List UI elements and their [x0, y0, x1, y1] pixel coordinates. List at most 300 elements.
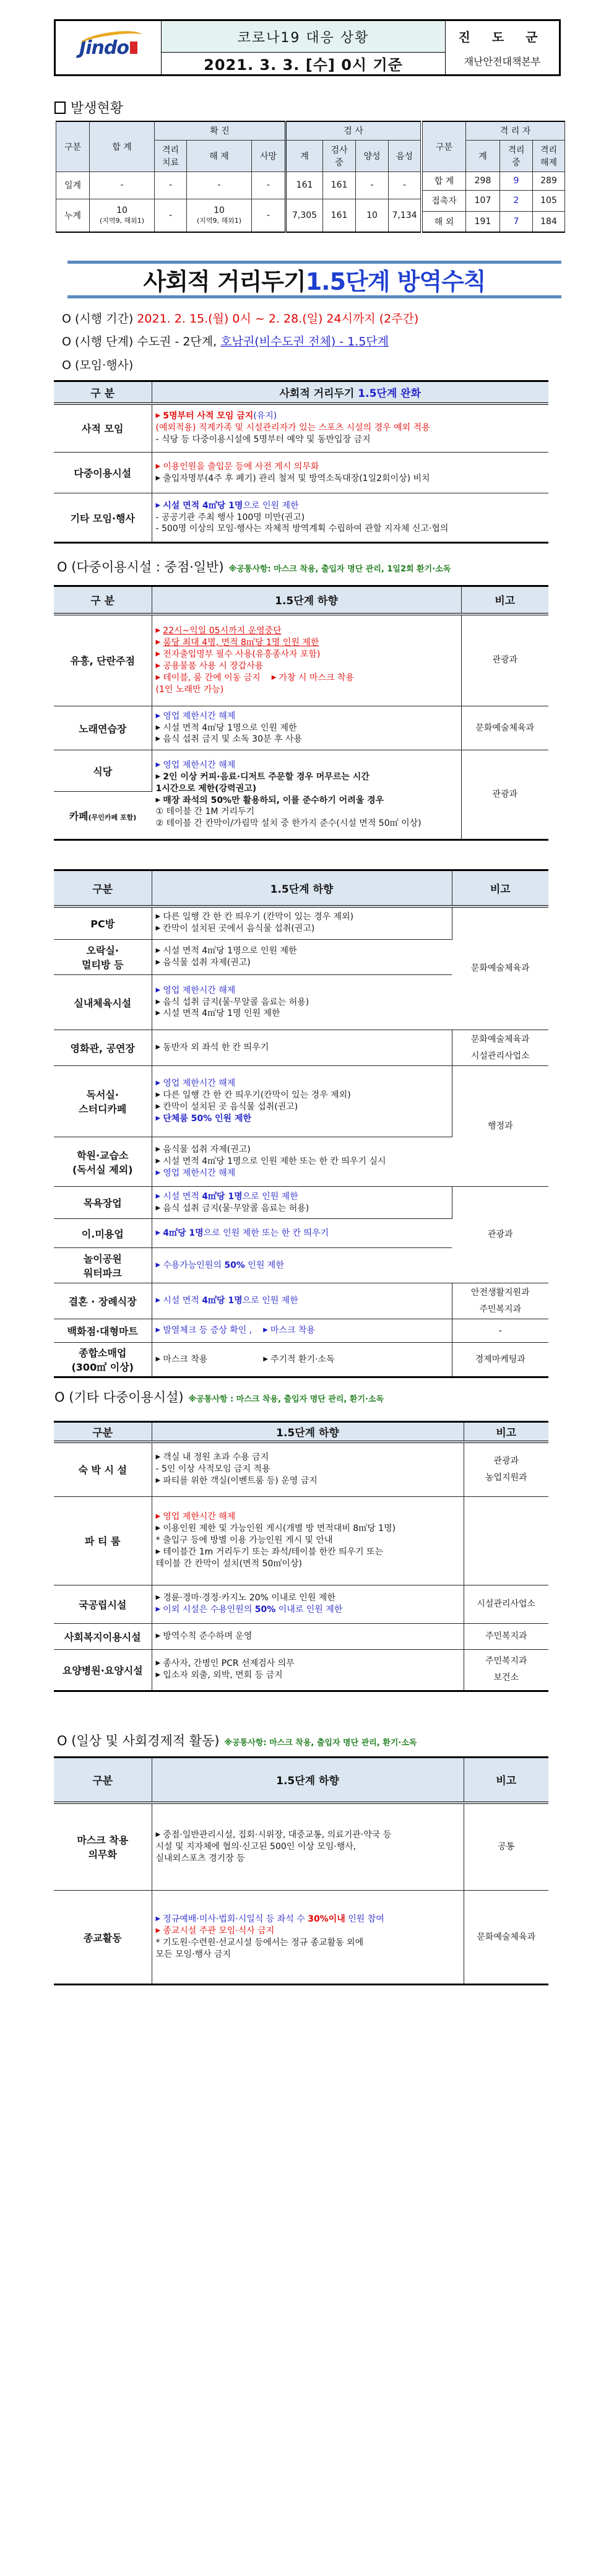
bullet-icon: ▶	[155, 474, 161, 482]
text-segment: 매장 좌석의	[163, 795, 211, 805]
text-segment: 모든 모임·행사 금지	[155, 1949, 231, 1959]
text-segment: 테이블간 1m 거리두기 또는 좌석/테이블 한칸 띄우기 또는	[163, 1546, 384, 1557]
text-segment: 음식 섭취 금지(물·무알콜 음료는 허용)	[163, 1203, 309, 1213]
rule-content	[152, 614, 461, 706]
rule-content	[152, 706, 461, 750]
rule-line	[156, 1101, 448, 1113]
col-gubun: 구분	[423, 121, 466, 171]
text-segment: 4㎡당 1명	[163, 1228, 204, 1238]
row-label-sub: (무인카페 포함)	[88, 813, 137, 822]
row-label	[54, 1030, 152, 1066]
table-row	[54, 1891, 548, 1985]
cell-released: 184	[533, 211, 565, 232]
section-note: ※공통사항: 마스크 착용, 출입자 명단 관리, 1일2회 환기·소독	[228, 565, 451, 574]
col-test-total: 계	[286, 140, 323, 171]
row-label-text: 목욕장업	[83, 1197, 122, 1210]
text-segment: ① 테이블 간 1M 거리두기	[155, 807, 255, 817]
rule-line	[156, 1558, 460, 1570]
bullet-icon: ▶	[155, 1927, 161, 1935]
text-segment: - 500명 이상의 모임·행사는 자체적 방역계획 수립하여 관할 지자체 신고·협의	[155, 524, 449, 534]
row-label	[54, 1623, 152, 1649]
text-segment: 칸막이 설치된 곳 음식물 섭취(권고)	[163, 1102, 298, 1112]
intro-value: 2021. 2. 15.(월) 0시 ~ 2. 28.(일) 24시까지 (2주간)	[137, 312, 419, 326]
text-segment: 비고	[495, 595, 516, 608]
cell-released: 105	[533, 190, 565, 211]
text-segment: 시설 면적 4㎡당 1명 인원 제한	[163, 1008, 280, 1019]
rule-line	[156, 523, 545, 535]
row-label-text: PC방	[90, 917, 115, 930]
text-segment: 활용하되, 이를 준수하기 어려울 경우	[240, 795, 384, 805]
text-segment: 4㎡당 1명	[202, 1191, 243, 1202]
text-segment: 음식 섭취 금지(물·무알콜 음료는 허용)	[163, 997, 309, 1007]
text-segment: 비고	[490, 883, 511, 896]
cell-positive: 10	[356, 199, 389, 232]
rule-line	[156, 1090, 448, 1101]
table-row	[54, 1030, 548, 1066]
rule-line	[156, 637, 457, 649]
cell-released: -	[187, 171, 252, 199]
bullet-icon: ▶	[155, 1477, 161, 1485]
text-segment: * 출입구 등에 방별 이용 가능인원 게시 및 안내	[155, 1535, 333, 1546]
text-segment: 50%	[224, 1260, 245, 1270]
text-segment: 종사자, 간병인 PCR 선제검사 의무	[163, 1659, 295, 1669]
column-header	[152, 1422, 464, 1442]
text-segment: 실내외스포츠 경기장 등	[155, 1853, 245, 1863]
rule-line	[156, 1144, 449, 1156]
text-segment: * 기도원·수련원·선교시설 등에서는 정규 종교활동 외에	[155, 1938, 364, 1948]
intro-label: (시행 단계) 수도권 - 2단계,	[75, 335, 221, 349]
row-label-text: 결혼 · 장례식장	[68, 1296, 137, 1308]
col-quarantine: 격 리 자	[466, 121, 565, 140]
text-segment: 2인 이상 커피·음료·디저트 주문할 경우 머무르는 시간	[163, 771, 370, 782]
row-label	[54, 706, 152, 750]
column-header	[464, 1422, 548, 1442]
row-label	[54, 614, 152, 706]
text-segment: 구 분	[90, 595, 115, 608]
bullet-icon: ▶	[155, 1672, 161, 1678]
column-header	[152, 381, 548, 404]
rule-line	[156, 1937, 460, 1949]
row-label-text: 숙 박 시 설	[78, 1464, 128, 1477]
cell-total: 191	[466, 211, 500, 232]
rule-line	[156, 1203, 448, 1215]
rule-content	[152, 1219, 452, 1248]
text-segment: 구 분	[90, 387, 115, 400]
general-facilities-table	[54, 869, 548, 1378]
bullet-icon: ▶	[155, 796, 161, 804]
table-row	[54, 1319, 548, 1343]
intro-period	[62, 310, 418, 326]
rule-lines	[156, 760, 457, 830]
bullet-icon: ▶	[155, 925, 161, 932]
intro-stage	[62, 332, 389, 349]
rule-line	[156, 1841, 460, 1853]
bullet-icon: ▶	[155, 662, 161, 669]
row-label	[54, 1585, 152, 1623]
status-section-title: 발생현황	[71, 101, 124, 116]
col-isolation-treatment: 격리 치료	[155, 140, 187, 171]
remarks-cell: 관광과 농업지원과	[464, 1442, 548, 1496]
rule-line	[156, 1354, 448, 1366]
cell-released-breakdown: (지역9, 해외1)	[196, 216, 242, 225]
bullet-icon: ▶	[155, 501, 161, 509]
column-header	[54, 586, 152, 614]
rules-title-blue: 1.5단계 방역수칙	[305, 268, 486, 295]
rule-line	[156, 410, 545, 422]
org-name: 진 도 군	[458, 30, 547, 45]
text-segment: 영업 제한시간 해제	[163, 1168, 236, 1179]
table-row	[54, 453, 548, 493]
col-total: 계	[466, 140, 500, 171]
bullet-icon: ▶	[155, 1355, 161, 1363]
text-segment: - 5인 이상 사적모임 금지 적용	[155, 1464, 270, 1475]
row-label-text: 유흥, 단란주점	[70, 655, 135, 667]
text-segment: 출입자명부(4주 후 폐기) 관리 철저 및 방역소독대장(1일2회이상) 비치	[163, 473, 430, 484]
cell-total: 107	[466, 190, 500, 211]
row-label-text: 종합소매업 (300㎡ 이상)	[71, 1347, 134, 1374]
bullet-icon: ▶	[155, 1831, 161, 1838]
rule-line	[156, 649, 457, 661]
rule-lines	[156, 500, 545, 536]
row-label	[54, 1343, 152, 1377]
quarantine-table	[422, 121, 565, 233]
cell-positive: -	[356, 171, 389, 199]
rule-content	[152, 1649, 464, 1691]
text-segment: 1.5단계 하향	[270, 883, 334, 896]
rule-lines	[156, 1144, 449, 1179]
table-row	[54, 1496, 548, 1585]
section-heading-daily-activities	[57, 1731, 417, 1750]
bullet-icon: ▶	[155, 1115, 161, 1122]
bullet-icon: ▶	[155, 998, 161, 1005]
rule-lines	[156, 1325, 448, 1337]
bullet-icon: ▶	[155, 1660, 161, 1667]
row-label-text: 실내체육시설	[74, 997, 132, 1009]
bullet-icon: ▶	[155, 1594, 161, 1602]
bullet-icon: ▶	[155, 1146, 161, 1153]
text-segment: 다른 일행 간 한 칸 띄우기(칸막이 있는 경우 제외)	[163, 1090, 351, 1101]
jindo-logo	[56, 21, 162, 74]
rule-content	[152, 1343, 452, 1377]
rule-line	[156, 1464, 460, 1475]
text-segment: 중점·일반관리시설, 집회·시위장, 대중교통, 의료기관·약국 등	[163, 1829, 392, 1840]
text-segment: 시설 면적 4㎡당 1명	[163, 500, 243, 511]
row-label-text: 마스크 착용 의무화	[77, 1834, 129, 1861]
table-header-row	[54, 381, 548, 404]
logo-text: Jindo	[79, 37, 129, 59]
row-label-text: 종교활동	[83, 1932, 122, 1944]
remarks-cell: 공통	[464, 1803, 548, 1891]
cell-iso: -	[155, 199, 187, 232]
rule-line	[156, 661, 457, 672]
rule-lines	[156, 1914, 460, 1961]
text-segment: 으로 인원 제한 또는 한 칸 띄우기	[203, 1228, 329, 1238]
table-row	[54, 1585, 548, 1623]
circle-bullet-icon: O	[62, 335, 71, 349]
bullet-icon: ▶	[155, 674, 161, 681]
rule-line	[156, 1853, 460, 1865]
row-label: 해 외	[423, 211, 466, 232]
report-date: 2021. 3. 3. [수] 0시 기준	[204, 56, 403, 74]
text-segment: 50%	[254, 1605, 276, 1615]
intro-gatherings	[62, 356, 133, 373]
rule-line	[156, 1670, 460, 1681]
table-header-row	[54, 1422, 548, 1442]
rule-line	[156, 684, 457, 696]
table-row	[54, 1066, 548, 1137]
rule-content	[152, 975, 452, 1030]
text-segment: 시설 및 지자체에 협의·신고된 500인 이상 모임·행사,	[155, 1841, 357, 1852]
rule-lines	[156, 1631, 460, 1642]
row-label-text: 사회복지이용시설	[64, 1631, 141, 1643]
text-segment: 이용인원을 출입문 등에 사전 게시 의무화	[163, 461, 319, 472]
column-header	[464, 1758, 548, 1803]
cell-iso: -	[155, 171, 187, 199]
rule-content	[152, 1066, 452, 1137]
rule-lines	[156, 1260, 449, 1272]
text-segment: (1인 노래만 가능)	[155, 684, 224, 695]
table-row	[423, 171, 565, 190]
rule-content	[152, 1319, 452, 1343]
bullet-icon: ▶	[155, 1261, 161, 1268]
cell-death: -	[252, 171, 286, 199]
text-segment: 사회적 거리두기	[279, 387, 358, 400]
text-segment: 4㎡당 1명	[202, 1296, 243, 1306]
bullet-icon: ▶	[155, 1080, 161, 1087]
cell-test-total: 7,305	[286, 199, 323, 232]
section-title: O (기타 다중이용시설)	[54, 1390, 184, 1405]
rule-line	[156, 1546, 460, 1558]
rule-line	[156, 771, 457, 783]
rule-lines	[156, 711, 457, 746]
rule-lines	[156, 1452, 460, 1487]
text-segment: 인원 참여	[345, 1914, 384, 1925]
remarks-cell: 문화예술체육과 시설관리사업소	[452, 1030, 548, 1066]
row-label	[54, 1283, 152, 1319]
rule-content	[152, 906, 452, 940]
rule-line	[156, 1113, 448, 1125]
column-header	[461, 586, 548, 614]
circle-bullet-icon: O	[62, 312, 71, 326]
row-label	[54, 906, 152, 940]
rule-content	[152, 493, 548, 543]
column-header	[54, 1422, 152, 1442]
rules-title-black: 사회적 거리두기	[143, 268, 306, 295]
bullet-icon: ▶	[155, 638, 161, 646]
dept-name: 재난안전대책본부	[464, 56, 541, 67]
rule-line	[156, 473, 545, 485]
rule-line	[156, 434, 545, 446]
rule-lines	[156, 1829, 460, 1865]
rule-line	[156, 1260, 449, 1272]
text-segment: 방역수칙 준수하며 운영	[163, 1631, 253, 1641]
text-segment: 경륜·경마·경정·카지노 20% 이내로 인원 제한	[163, 1593, 335, 1603]
remarks-cell: 안전생활지원과 주민복지과	[452, 1283, 548, 1319]
text-segment: 칸막이 설치된 곳에서 음식물 섭취(권고)	[163, 924, 315, 934]
row-label	[54, 792, 152, 840]
rule-lines	[156, 1042, 448, 1054]
text-segment: 다른 일행 간 한 칸 띄우기 (칸막이 있는 경우 제외)	[163, 912, 354, 922]
report-header	[54, 19, 561, 76]
text-segment: 음식물 섭취 자제(권고)	[163, 1145, 251, 1155]
text-segment: 단체룸 50% 인원 제한	[163, 1114, 252, 1124]
bullet-icon: ▶	[155, 462, 161, 470]
rule-line	[156, 957, 449, 969]
remarks-cell: 주민복지과	[464, 1623, 548, 1649]
row-label	[54, 1891, 152, 1985]
text-segment: 30%이내	[308, 1914, 345, 1925]
table-row	[54, 404, 548, 453]
text-segment: 구분	[92, 1427, 113, 1439]
remarks-cell: 문화예술체육과	[461, 706, 548, 750]
row-label	[54, 1219, 152, 1248]
row-label-text: 다중이용시설	[74, 467, 132, 479]
text-segment: 영업 제한시간 해제	[163, 1512, 236, 1522]
cell-total: -	[90, 171, 155, 199]
rule-line	[156, 945, 449, 957]
rule-line	[156, 1511, 460, 1523]
section-title: O (일상 및 사회경제적 활동)	[57, 1733, 220, 1748]
bullet-icon: ▶	[155, 1606, 161, 1613]
col-released: 격리 해제	[533, 140, 565, 171]
text-segment: 동반자 외 좌석 한 칸 띄우기	[163, 1043, 269, 1053]
rule-content	[152, 453, 548, 493]
row-label	[54, 1496, 152, 1585]
bullet-icon: ▶	[155, 1103, 161, 1111]
table-row	[54, 1623, 548, 1649]
row-label	[54, 1187, 152, 1219]
table-row	[54, 1187, 548, 1219]
rule-line	[156, 1295, 448, 1307]
rule-line	[156, 923, 448, 935]
text-segment: 구분	[92, 883, 113, 896]
bullet-icon: ▶	[155, 1091, 161, 1099]
rule-line	[156, 1631, 460, 1642]
remarks-cell: -	[452, 1319, 548, 1343]
text-segment: 1시간으로 제한(강력권고)	[155, 783, 257, 794]
col-total: 합 계	[90, 121, 155, 171]
col-gubun: 구분	[56, 121, 90, 171]
text-segment: - 공공기관 주최 행사 100명 미만(권고)	[155, 512, 305, 523]
rule-line	[156, 997, 449, 1008]
remarks-cell: 관광과	[452, 1187, 548, 1283]
col-in-quarantine: 격리 중	[500, 140, 533, 171]
table-row	[54, 1803, 548, 1891]
rule-line	[156, 818, 457, 830]
rule-lines	[156, 1592, 460, 1616]
rule-content	[152, 1803, 464, 1891]
table-row	[54, 906, 548, 940]
rule-line	[156, 1914, 460, 1925]
text-segment: 구분	[92, 1775, 113, 1788]
rule-lines	[156, 1078, 448, 1125]
bullet-icon: ▶	[155, 773, 161, 780]
text-segment: 1.5단계 하향	[275, 595, 338, 608]
rule-line	[156, 422, 545, 434]
text-segment: 5명부터 사적 모임 금지	[163, 411, 254, 422]
rule-line	[156, 1523, 460, 1535]
row-label	[54, 1803, 152, 1891]
row-label-text: 놀이공원 워터파크	[83, 1253, 122, 1280]
remarks-cell: 관광과	[461, 614, 548, 706]
rule-content	[152, 1283, 452, 1319]
bullet-icon: ▶	[155, 1454, 161, 1461]
table-row	[56, 199, 421, 232]
col-test: 검 사	[286, 121, 421, 140]
text-segment: 시설 면적	[163, 1296, 202, 1306]
remarks-cell: 시설관리사업소	[464, 1585, 548, 1623]
row-label-text: 오락실· 멀티방 등	[82, 945, 124, 971]
text-segment: 파티를 위한 객실(이벤트룸 등) 운영 금지	[163, 1476, 318, 1486]
rule-line	[156, 1228, 449, 1239]
rule-content	[152, 750, 461, 840]
rule-line	[156, 1949, 460, 1961]
rule-lines	[156, 410, 545, 446]
status-section-heading	[54, 98, 123, 117]
row-label-text: 학원·교습소 (독서실 제외)	[72, 1149, 133, 1176]
row-label: 일계	[56, 171, 90, 199]
rule-line	[156, 672, 457, 684]
column-header	[152, 1758, 464, 1803]
row-label-text: 사적 모임	[82, 423, 124, 435]
rule-line	[156, 500, 545, 512]
text-segment: 으로 인원 제한	[242, 1296, 298, 1306]
column-header	[54, 381, 152, 404]
rule-line	[156, 1658, 460, 1670]
column-header	[152, 870, 452, 906]
daily-activities-table	[54, 1756, 548, 1985]
rule-line	[156, 461, 545, 473]
text-segment: 시설 면적 4㎡당 1명으로 인원 제한 또는 한 칸 띄우기 실시	[163, 1156, 386, 1167]
text-segment: 시설 면적 4㎡당 1명으로 인원 제한	[163, 946, 297, 956]
column-header	[54, 870, 152, 906]
rule-content	[152, 1891, 464, 1985]
cell-test-total: 161	[286, 171, 323, 199]
row-label-text: 이.미용업	[81, 1228, 124, 1240]
rule-line	[156, 1191, 448, 1203]
rule-content	[152, 940, 452, 975]
row-label	[54, 1066, 152, 1137]
rule-lines	[156, 1295, 448, 1307]
table-header-row	[54, 586, 548, 614]
rule-content	[152, 1623, 464, 1649]
key-facilities-table	[54, 585, 548, 841]
rule-lines	[156, 1228, 449, 1239]
text-segment: 공용물품 사용 시 장갑사용	[163, 661, 264, 671]
row-label: 합 계	[423, 171, 466, 190]
text-segment: 으로 인원 제한	[242, 1191, 298, 1202]
remarks-cell: 주민복지과 보건소	[464, 1649, 548, 1691]
table-row	[54, 1442, 548, 1496]
bullet-icon: ▶	[155, 650, 161, 657]
row-label	[54, 1649, 152, 1691]
row-label-text: 기타 모임·행사	[70, 512, 135, 524]
intro-label: (시행 기간)	[75, 312, 137, 326]
circle-bullet-icon: O	[62, 358, 71, 372]
cell-in-quarantine: 7	[500, 211, 533, 232]
rule-line	[156, 1452, 460, 1464]
row-label	[54, 1442, 152, 1496]
col-released: 해 제	[187, 140, 252, 171]
cell-in-quarantine: 2	[500, 190, 533, 211]
text-segment: 마스크 착용	[163, 1354, 208, 1364]
rule-content	[152, 1187, 452, 1219]
bullet-icon: ▶	[155, 1010, 161, 1017]
table-row	[54, 1283, 548, 1319]
row-label-text: 카페	[69, 810, 89, 822]
rule-line	[156, 1925, 460, 1937]
bullet-icon: ▶	[155, 986, 161, 994]
